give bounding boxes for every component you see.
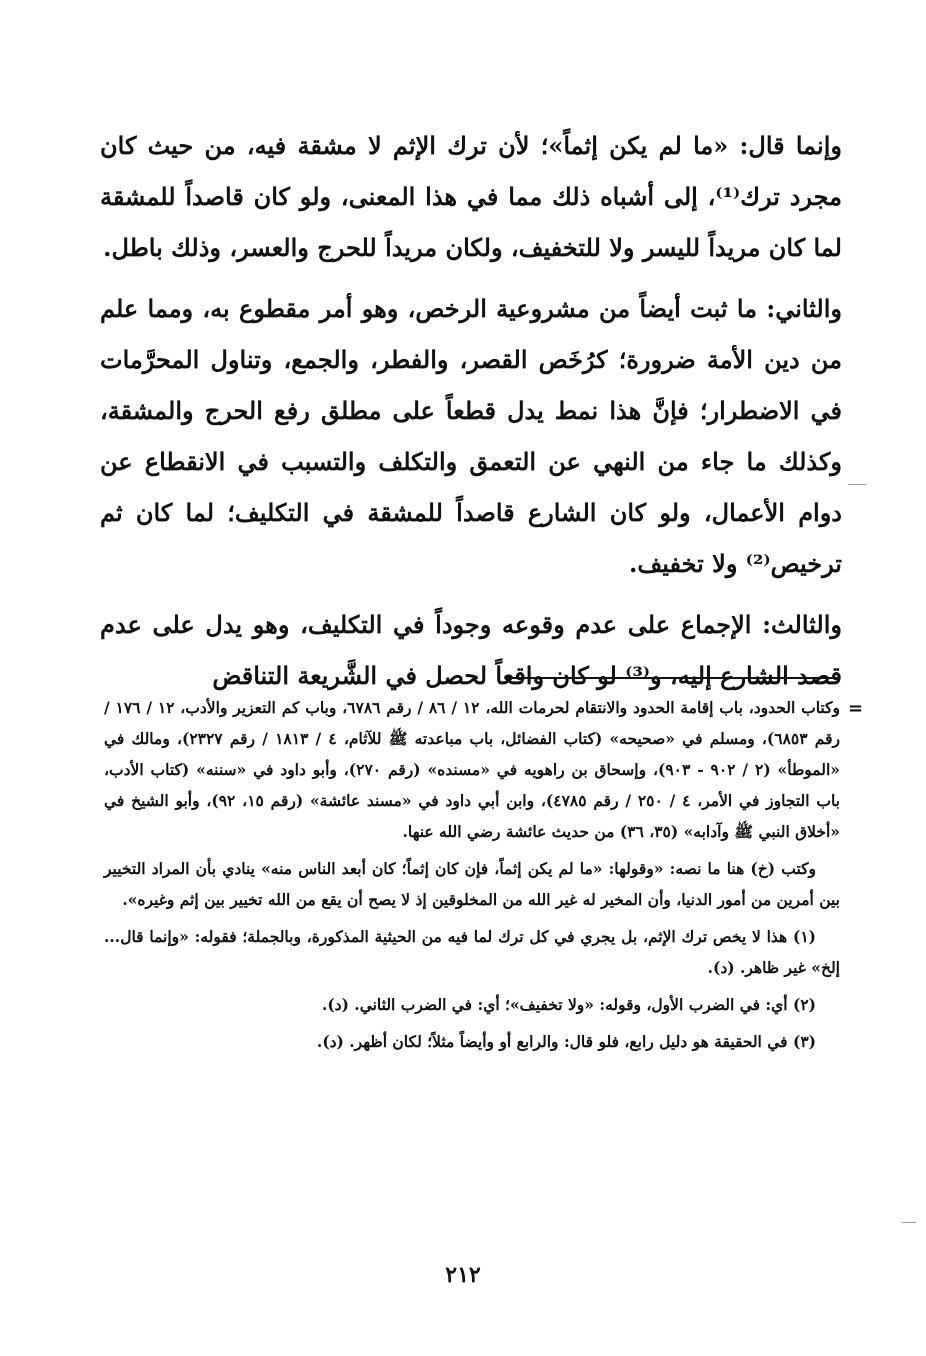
page-number: ٢١٢ <box>445 1262 481 1288</box>
main-text <box>100 120 842 711</box>
paragraph-first: وإنما قال: «ما لم يكن إثماً»؛ لأن ترك الإثم لا مشقة فيه، من حيث كان مجرد ترك⁽¹⁾، إلى أشباه ذلك مما في هذا المعنى، ولو كان قاصداً للمشقة لما كان مريداً لليسر ولا للتخفيف، ولكان مريداً للحرج والعسر، وذلك باطل. <box>100 131 843 262</box>
second-lead: والثاني <box>775 294 842 323</box>
scan-mark <box>902 1222 916 1223</box>
third-lead: والثالث <box>770 610 842 639</box>
paragraph-third <box>100 599 842 701</box>
scan-mark <box>848 484 866 485</box>
footnote-3: (٣) في الحقيقة هو دليل رابع، فلو قال: والرابع أو وأيضاً مثلاً؛ لكان أظهر. (د). <box>316 1032 816 1051</box>
footnote-2: (٢) أي: في الضرب الأول، وقوله: «ولا تخفيف»؛ أي: في الضرب الثاني. (د). <box>321 995 816 1014</box>
footnote-continuation: وكتاب الحدود، باب إقامة الحدود والانتقام لحرمات الله، ١٢ / ٨٦ / رقم ٦٧٨٦، وباب كم التعزير والأدب، ١٢ / ١٧٦ / رقم ٦٨٥٣)، ومسلم في «صحيحه» (كتاب الفضائل، باب مباعدته ﷺ للآثام، ٤ / ١٨١٣ / رقم ٢٣٢٧)، ومالك في «الموطأ» (٢ / ٩٠٢ - ٩٠٣)، وإسحاق بن راهويه في «مسنده» (رقم ٢٧٠)، وأبو داود في «سننه» (كتاب الأدب، باب التجاوز في الأمر، ٤ / ٢٥٠ / رقم ٤٧٨٥)، وابن أبي داود في «مسند عائشة» (رقم ١٥، ٩٢)، وأبو الشيخ في «أخلاق النبي ﷺ وآدابه» (٣٥، ٣٦) من حديث عائشة رضي الله عنها. <box>104 698 840 841</box>
third-text: : الإجماع على عدم وقوعه وجوداً في التكليف، وهو يدل على عدم قصد الشارع إليه، و⁽³⁾ لو كان واقعاً لحصل في الشَّريعة التناقض <box>100 610 842 690</box>
paragraph-second <box>100 283 842 589</box>
footnote-1: (١) هذا لا يخص ترك الإثم، بل يجري في كل ترك لما فيه من الحيثية المذكورة، وبالجملة؛ فقوله: «وإنما قال... إلخ» غير ظاهر. (د). <box>104 927 840 977</box>
footnote-separator <box>505 677 838 679</box>
footnotes <box>104 692 840 1063</box>
second-text: : ما ثبت أيضاً من مشروعية الرخص، وهو أمر مقطوع به، ومما علم من دين الأمة ضرورة؛ كرُخَص القصر، والفطر، والجمع، وتناول المحرَّمات في الاضطرار؛ فإنَّ هذا نمط يدل قطعاً على مطلق رفع الحرج والمشقة، وكذلك ما جاء من النهي عن التعمق والتكلف والتسبب في الانقطاع عن دوام الأعمال، ولو كان الشارع قاصداً للمشقة في التكليف؛ لما كان ثم ترخيص⁽²⁾ ولا تخفيف. <box>100 294 842 578</box>
footnote-continuation-mark: = <box>848 698 864 719</box>
footnote-editor-note: وكتب (خ) هنا ما نصه: «وقولها: «ما لم يكن إثماً، فإن كان إثماً؛ كان أبعد الناس منه» ينادي بأن المراد التخيير بين أمرين من أمور الدنيا، وأن المخير له غير الله من المخلوقين إذ لا يصح أن يقع من الله تخيير بين إثم وغيره». <box>104 859 840 909</box>
